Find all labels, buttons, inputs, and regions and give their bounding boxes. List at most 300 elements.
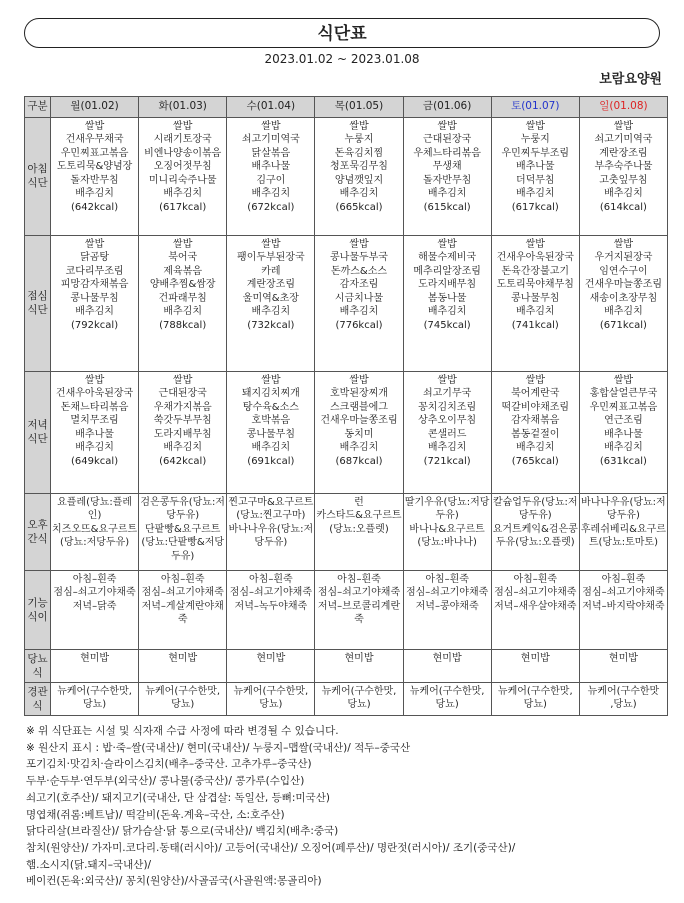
menu-item: 돈육간장불고기	[501, 265, 570, 277]
menu-item: 도토리묵야채무침	[496, 279, 574, 290]
row-label-text: 식	[32, 666, 43, 679]
menu-item: 우민찌두부조림	[501, 147, 570, 159]
menu-item: 쌀밥	[525, 238, 545, 250]
menu-item: 콘샐러드	[427, 428, 467, 440]
menu-item: 메추리알장조림	[413, 265, 481, 277]
menu-item: 시금치나물	[334, 292, 384, 304]
menu-item: 저녁–게살계란야채죽	[141, 600, 224, 625]
menu-item: (665kcal)	[335, 201, 383, 213]
menu-item: 콩나물무침	[511, 292, 560, 304]
menu-cell	[403, 649, 491, 682]
menu-item: 스크램블에그	[330, 401, 388, 413]
menu-item: 청포묵김무침	[330, 161, 388, 172]
menu-cell	[579, 649, 667, 682]
menu-item: ,당뇨)	[610, 699, 637, 710]
menu-item: 점심–쇠고기야채죽	[494, 587, 577, 598]
meal-row-snack	[25, 493, 668, 570]
menu-cell	[139, 235, 227, 371]
menu-item: 바나나우유(당뇨:저당두유)	[581, 496, 666, 521]
menu-item: 탕수육&소스	[242, 401, 299, 413]
menu-item: (614kcal)	[599, 201, 647, 213]
row-label-text: 기능	[27, 596, 48, 609]
menu-item: 저녁–바지락야채죽	[582, 600, 665, 612]
menu-item: 배추김치	[604, 188, 643, 199]
menu-cell	[403, 570, 491, 649]
menu-item: 돌자반무침	[70, 174, 119, 186]
menu-item: (765kcal)	[511, 455, 559, 467]
menu-item: 쇠고기미역국	[594, 134, 653, 145]
menu-item: 연근조림	[604, 415, 643, 426]
menu-item: 배추김치	[515, 306, 555, 317]
menu-item: 배추김치	[339, 306, 379, 317]
menu-item: 뉴케어(구수한맛,	[409, 685, 485, 697]
menu-cell	[315, 649, 403, 682]
day-header: 월(01.02)	[51, 97, 139, 118]
menu-cell	[491, 570, 579, 649]
note-line: 쇠고기(호주산)/ 돼지고기(국내산, 단 삼겹살: 독일산, 등뼈:미국산)	[26, 791, 330, 804]
menu-cell	[491, 649, 579, 682]
menu-item: 점심–쇠고기야채죽	[317, 587, 401, 598]
menu-cell	[491, 682, 579, 715]
menu-item: 쌀밥	[349, 120, 369, 132]
note-line: ※ 원산지 표시 : 밥·죽–쌀(국내산)/ 현미(국내산)/ 누룽지–맵쌀(국내산)/ 적두–중국산	[26, 741, 411, 754]
menu-cell	[227, 649, 315, 682]
menu-item: 쑥갓두부무침	[153, 415, 212, 426]
row-label-text: 오후	[27, 518, 48, 531]
menu-item: 쌀밥	[261, 374, 281, 386]
menu-cell	[403, 371, 491, 493]
menu-item: (672kcal)	[247, 201, 295, 213]
menu-item: 상추오이무침	[418, 415, 477, 426]
menu-item: 돈까스&소스	[330, 265, 388, 277]
menu-cell	[139, 682, 227, 715]
menu-item: 건새우마늘쫑조림	[584, 279, 663, 290]
menu-cell	[139, 371, 227, 493]
menu-cell	[403, 117, 491, 235]
row-label-text: 간식	[27, 532, 48, 545]
row-label-text: 식단	[27, 304, 48, 316]
menu-cell	[403, 235, 491, 371]
menu-item: 당뇨)	[82, 699, 107, 710]
menu-cell	[315, 682, 403, 715]
menu-item: 임연수구이	[599, 265, 648, 277]
menu-item: (631kcal)	[599, 455, 647, 467]
menu-item: 저녁–새우살야채죽	[494, 600, 577, 612]
note-line: 명엽채(쥐롬:베트남)/ 떡갈비(돈육.계육–국산, 소:호주산)	[26, 808, 285, 821]
menu-item: 쌀밥	[437, 238, 457, 250]
menu-item: 아침–흰죽	[72, 573, 117, 585]
menu-item: 쌀밥	[84, 374, 105, 386]
menu-item: 배추김치	[604, 442, 643, 453]
menu-item: 요플레(당뇨:플레인)	[57, 496, 133, 521]
menu-item: 저녁–브로콜리계란죽	[317, 600, 401, 625]
menu-item: 뉴케어(구수한맛,	[145, 685, 221, 697]
menu-item: 현미밥	[608, 652, 638, 664]
menu-item: 돈채느타리볶음	[60, 401, 129, 413]
menu-item: 콩나물무침	[246, 428, 295, 440]
row-label-text: 식	[32, 699, 43, 712]
menu-item: 콩나물무침	[70, 292, 119, 304]
menu-item: 저녁–녹두야채죽	[234, 600, 308, 612]
menu-item: 우민찌표고볶음	[60, 147, 129, 159]
menu-item: 새송이초장무침	[589, 292, 658, 304]
menu-cell	[579, 371, 667, 493]
menu-item: 감자채볶음	[511, 415, 560, 426]
menu-item: 현미밥	[168, 652, 198, 664]
menu-item: 당뇨)	[435, 699, 459, 710]
menu-item: 바나나우유(당뇨:저당두유)	[228, 523, 314, 548]
meal-row-dinner	[25, 371, 668, 493]
menu-item: 쌀밥	[349, 374, 369, 386]
note-line: 햄.소시지(닭.돼지–국내산)/	[26, 858, 152, 871]
menu-cell	[227, 493, 315, 570]
menu-item: 배추김치	[163, 442, 203, 453]
menu-item: 배추김치	[427, 306, 467, 317]
menu-item: 배추김치	[515, 442, 555, 453]
menu-item: 배추김치	[515, 188, 555, 199]
menu-item: 돌자반무침	[422, 174, 472, 186]
menu-item: 쌀밥	[349, 238, 369, 250]
menu-cell	[227, 235, 315, 371]
menu-item: 무생채	[432, 161, 462, 172]
menu-item: 런	[354, 496, 364, 508]
corner-header: 구분	[25, 97, 51, 118]
menu-item: 아침–흰죽	[249, 573, 293, 585]
menu-item: 미니리숙주나물	[148, 174, 217, 186]
menu-item: (788kcal)	[159, 319, 207, 331]
menu-cell	[227, 371, 315, 493]
meal-row-therapeutic	[25, 570, 668, 649]
menu-item: 양념깻잎지	[334, 174, 384, 186]
menu-item: 울미역&초장	[242, 292, 299, 304]
meal-row-diabetic	[25, 649, 668, 682]
menu-item: 비엔나양송이볶음	[144, 147, 222, 159]
menu-item: 김구이	[256, 174, 286, 186]
menu-item: 현미밥	[432, 652, 462, 664]
date-range: 2023.01.02 ~ 2023.01.08	[264, 52, 420, 66]
day-header-sunday: 일(01.08)	[579, 97, 667, 118]
menu-cell	[51, 493, 139, 570]
menu-cell	[139, 570, 227, 649]
menu-item: 쌀밥	[613, 238, 634, 250]
row-label-dinner	[25, 371, 51, 493]
menu-cell	[51, 235, 139, 371]
menu-cell	[403, 493, 491, 570]
row-label-text: 식이	[27, 610, 48, 623]
menu-item: 배추나물	[75, 428, 114, 440]
menu-item: 배추김치	[75, 188, 114, 199]
menu-item: 배추김치	[427, 442, 467, 453]
menu-item: 아침–흰죽	[337, 573, 381, 585]
menu-item: (642kcal)	[159, 455, 207, 467]
menu-item: 누룽지	[344, 134, 374, 145]
menu-item: 우채가지볶음	[153, 401, 212, 413]
menu-item: 멸치무조림	[70, 415, 119, 426]
menu-cell	[315, 117, 403, 235]
menu-item: 계란장조림	[599, 147, 648, 159]
menu-cell	[315, 570, 403, 649]
menu-item: 뉴케어(구수한맛,	[321, 685, 397, 697]
menu-item: (741kcal)	[511, 319, 559, 331]
menu-item: 현미밥	[256, 652, 286, 664]
note-line: 두부·순두부·연두부(외국산)/ 콩나물(중국산)/ 콩가루(수입산)	[26, 775, 305, 788]
menu-item: 저녁–닭죽	[72, 600, 117, 612]
note-line: ※ 위 식단표는 시설 및 식자재 수급 사정에 따라 변경될 수 있습니다.	[26, 725, 339, 737]
row-label-text: 식단	[27, 177, 48, 189]
menu-item: 배추김치	[75, 306, 114, 317]
menu-item: (617kcal)	[159, 201, 207, 213]
menu-item: (745kcal)	[423, 319, 471, 331]
menu-item: 도라지배무침	[153, 428, 212, 440]
menu-item: 쌀밥	[84, 238, 105, 250]
menu-item: 근대된장국	[158, 388, 207, 399]
menu-item: 아침–흰죽	[601, 573, 646, 585]
menu-item: 쌀밥	[525, 120, 545, 132]
menu-item: 점심–쇠고기야채죽	[229, 587, 312, 598]
day-header: 화(01.03)	[139, 97, 227, 118]
meal-plan-table	[24, 96, 668, 716]
menu-item: 부추숙주나물	[594, 161, 653, 172]
menu-cell	[139, 649, 227, 682]
menu-item: 현미밥	[520, 652, 550, 664]
menu-item: 건새우무채국	[65, 134, 124, 145]
menu-item: 아침–흰죽	[513, 573, 558, 585]
menu-item: 저녁–콩야채죽	[415, 600, 479, 612]
menu-item: (732kcal)	[247, 319, 295, 331]
menu-item: 코다리무조림	[65, 265, 124, 277]
menu-item: (691kcal)	[247, 455, 295, 467]
menu-item: 당뇨)	[259, 699, 283, 710]
table-header-row	[25, 97, 668, 118]
menu-item: 우거지된장국	[594, 252, 653, 263]
menu-item: 호박볶음	[251, 415, 291, 426]
menu-item: (687kcal)	[335, 455, 383, 467]
menu-item: (776kcal)	[335, 319, 383, 331]
menu-item: 우체느타리볶음	[413, 147, 481, 159]
note-line: 베이컨(돈육:외국산)/ 꽁치(원양산)/사골곰국(사골원액:몽골리아)	[26, 875, 322, 888]
menu-item: 점심–쇠고기야채죽	[53, 587, 136, 598]
page-title: 식단표	[24, 18, 660, 48]
menu-item: 단팥빵&요구르트(당뇨:단팥빵&저당두유)	[141, 523, 225, 562]
menu-item: 북어계란국	[511, 388, 560, 399]
menu-cell	[403, 682, 491, 715]
menu-cell	[51, 117, 139, 235]
menu-item: 배추김치	[163, 306, 203, 317]
menu-item: 뉴케어(구수한맛,	[57, 685, 132, 697]
row-label-text: 아침	[27, 163, 48, 175]
menu-item: 돈육김치찜	[334, 147, 384, 159]
row-label-snack	[25, 493, 51, 570]
row-label-lunch	[25, 235, 51, 371]
menu-item: 바나나&요구르트(당뇨:바나나)	[409, 523, 485, 548]
menu-cell	[579, 117, 667, 235]
row-label-text: 경관	[27, 685, 48, 698]
organization-name: 보람요양원	[599, 72, 662, 87]
menu-item: 닭곰탕	[80, 252, 110, 263]
menu-item: 건파래무침	[158, 292, 207, 304]
menu-cell	[491, 235, 579, 371]
menu-item: 아침–흰죽	[160, 573, 205, 585]
menu-item: 치즈오뜨&요구르트(당뇨:저당두유)	[52, 523, 138, 548]
menu-item: 시래기토장국	[153, 134, 212, 145]
menu-item: 배추김치	[427, 188, 467, 199]
menu-cell	[315, 235, 403, 371]
menu-item: 배추김치	[251, 306, 291, 317]
menu-cell	[227, 682, 315, 715]
meal-row-breakfast	[25, 117, 668, 235]
menu-item: 피망감자채볶음	[60, 279, 129, 290]
menu-item: 꽁치김치조림	[418, 401, 477, 413]
menu-item: 뉴케어(구수한맛,	[233, 685, 309, 697]
note-line: 포기김치·맛김치·슬라이스김치(배추–중국산. 고추가루–중국산)	[26, 758, 312, 771]
menu-cell	[51, 570, 139, 649]
menu-item: (642kcal)	[71, 201, 119, 213]
menu-item: (792kcal)	[71, 319, 119, 331]
menu-item: 떡갈비야채조림	[501, 401, 570, 413]
menu-item: 점심–쇠고기야채죽	[141, 587, 224, 598]
menu-cell	[227, 117, 315, 235]
menu-item: 배추김치	[339, 188, 379, 199]
row-label-diabetic	[25, 649, 51, 682]
menu-item: 동치미	[344, 428, 374, 440]
menu-item: 제육볶음	[163, 265, 203, 277]
note-line: 닭다리살(브라질산)/ 닭가슴살·닭 통으로(국내산)/ 백김치(배추:중국)	[26, 825, 339, 838]
note-line: 참치(원양산)/ 가자미.코다리.동태(러시아)/ 고등어(국내산)/ 오징어(페루산)/ 명란젓(러시아)/ 조기(중국산)/	[26, 841, 516, 854]
row-label-therapeutic	[25, 570, 51, 649]
notes-section	[26, 723, 666, 890]
menu-cell	[227, 570, 315, 649]
menu-item: 카스타드&요구르트(당뇨:오플렛)	[316, 510, 402, 535]
menu-item: 감자조림	[339, 279, 379, 290]
menu-item: 칼슘업두유(당뇨:저당두유)	[492, 496, 578, 521]
menu-item: (671kcal)	[599, 319, 647, 331]
menu-item: 쌀밥	[173, 238, 193, 250]
menu-item: 건새우아욱된장국	[496, 252, 574, 263]
menu-item: 북어국	[168, 252, 198, 263]
menu-item: 더덕무침	[515, 174, 555, 186]
menu-item: 배추나물	[515, 161, 555, 172]
menu-item: 쌀밥	[437, 374, 457, 386]
menu-item: 고춧잎무침	[599, 174, 648, 186]
menu-item: 돼지김치찌개	[241, 388, 300, 399]
menu-cell	[579, 570, 667, 649]
day-header: 수(01.04)	[227, 97, 315, 118]
menu-item: (617kcal)	[511, 201, 559, 213]
menu-cell	[315, 371, 403, 493]
menu-item: 현미밥	[344, 652, 374, 664]
menu-cell	[579, 235, 667, 371]
menu-item: 쌀밥	[525, 374, 545, 386]
row-label-breakfast	[25, 117, 51, 235]
menu-item: 팽이두부된장국	[237, 252, 305, 263]
menu-item: 배추김치	[75, 442, 114, 453]
menu-item: 봄동겉절이	[511, 428, 560, 440]
menu-item: 쌀밥	[173, 120, 193, 132]
menu-item: 건새우아욱된장국	[55, 388, 134, 399]
menu-item: 오징어젓무침	[153, 161, 212, 172]
menu-item: 쌀밥	[613, 374, 634, 386]
menu-item: 쌀밥	[261, 238, 281, 250]
menu-item: 배추김치	[604, 306, 643, 317]
menu-item: 배추김치	[251, 442, 291, 453]
row-label-text: 점심	[27, 290, 48, 302]
meal-row-tube	[25, 682, 668, 715]
menu-item: 후레쉬베리&요구르트(당뇨:토마토)	[580, 523, 666, 548]
meal-row-lunch	[25, 235, 668, 371]
menu-cell	[491, 371, 579, 493]
menu-item: 도토리묵&양념장	[56, 161, 133, 172]
row-label-text: 식단	[27, 433, 48, 445]
menu-item: 배추나물	[251, 161, 291, 172]
menu-item: 카레	[261, 265, 281, 277]
menu-item: 닭살볶음	[251, 147, 291, 159]
menu-item: 뉴케어(구수한맛	[587, 685, 660, 697]
day-header-saturday: 토(01.07)	[491, 97, 579, 118]
menu-item: 배추나물	[604, 428, 643, 440]
menu-item: 계란장조림	[246, 279, 295, 290]
menu-item: 쌀밥	[613, 120, 634, 132]
menu-cell	[491, 493, 579, 570]
menu-item: 딸기우유(당뇨:저당두유)	[404, 496, 490, 521]
day-header: 목(01.05)	[315, 97, 403, 118]
menu-cell	[579, 682, 667, 715]
menu-item: (615kcal)	[423, 201, 471, 213]
menu-item: 쌀밥	[84, 120, 105, 132]
menu-item: 쇠고기미역국	[241, 134, 300, 145]
menu-item: 해물수제비국	[418, 252, 477, 263]
menu-item: 양배추찜&쌈장	[149, 279, 216, 290]
menu-item: (721kcal)	[423, 455, 471, 467]
menu-item: 우민찌표고볶음	[589, 401, 658, 413]
menu-item: 누룽지	[520, 134, 550, 145]
menu-cell	[51, 682, 139, 715]
menu-item: 아침–흰죽	[425, 573, 469, 585]
menu-cell	[139, 493, 227, 570]
menu-item: 뉴케어(구수한맛,	[497, 685, 573, 697]
row-label-text: 저녁	[27, 419, 48, 431]
menu-item: 봄동나물	[427, 292, 467, 304]
menu-item: 현미밥	[80, 652, 110, 664]
menu-item: 쌀밥	[173, 374, 193, 386]
menu-item: 도라지배무침	[418, 279, 477, 290]
menu-item: 홍합살얼큰무국	[589, 388, 658, 399]
menu-item: 쌀밥	[261, 120, 281, 132]
menu-item: 당뇨)	[347, 699, 371, 710]
menu-item: 근대된장국	[422, 134, 472, 145]
menu-item: 당뇨)	[523, 699, 547, 710]
menu-item: 점심–쇠고기야채죽	[582, 587, 665, 598]
menu-item: 배추김치	[163, 188, 203, 199]
menu-item: 배추김치	[251, 188, 291, 199]
menu-item: 점심–쇠고기야채죽	[405, 587, 489, 598]
menu-item: 쌀밥	[437, 120, 457, 132]
menu-item: 콩나물두부국	[330, 252, 388, 263]
menu-item: 호박된장찌개	[330, 388, 388, 399]
menu-item: 찐고구마&요구르트(당뇨:찐고구마)	[228, 496, 314, 521]
menu-cell	[51, 649, 139, 682]
menu-cell	[579, 493, 667, 570]
row-label-text: 당뇨	[27, 652, 48, 665]
menu-item: 요거트케익&검은콩두유(당뇨:오플렛)	[492, 523, 578, 548]
day-header: 금(01.06)	[403, 97, 491, 118]
menu-cell	[51, 371, 139, 493]
menu-item: 건새우마늘쫑조림	[320, 415, 398, 426]
menu-item: 쇠고기무국	[422, 388, 472, 399]
menu-item: (649kcal)	[71, 455, 119, 467]
menu-cell	[491, 117, 579, 235]
menu-item: 당뇨)	[171, 699, 195, 710]
menu-cell	[139, 117, 227, 235]
